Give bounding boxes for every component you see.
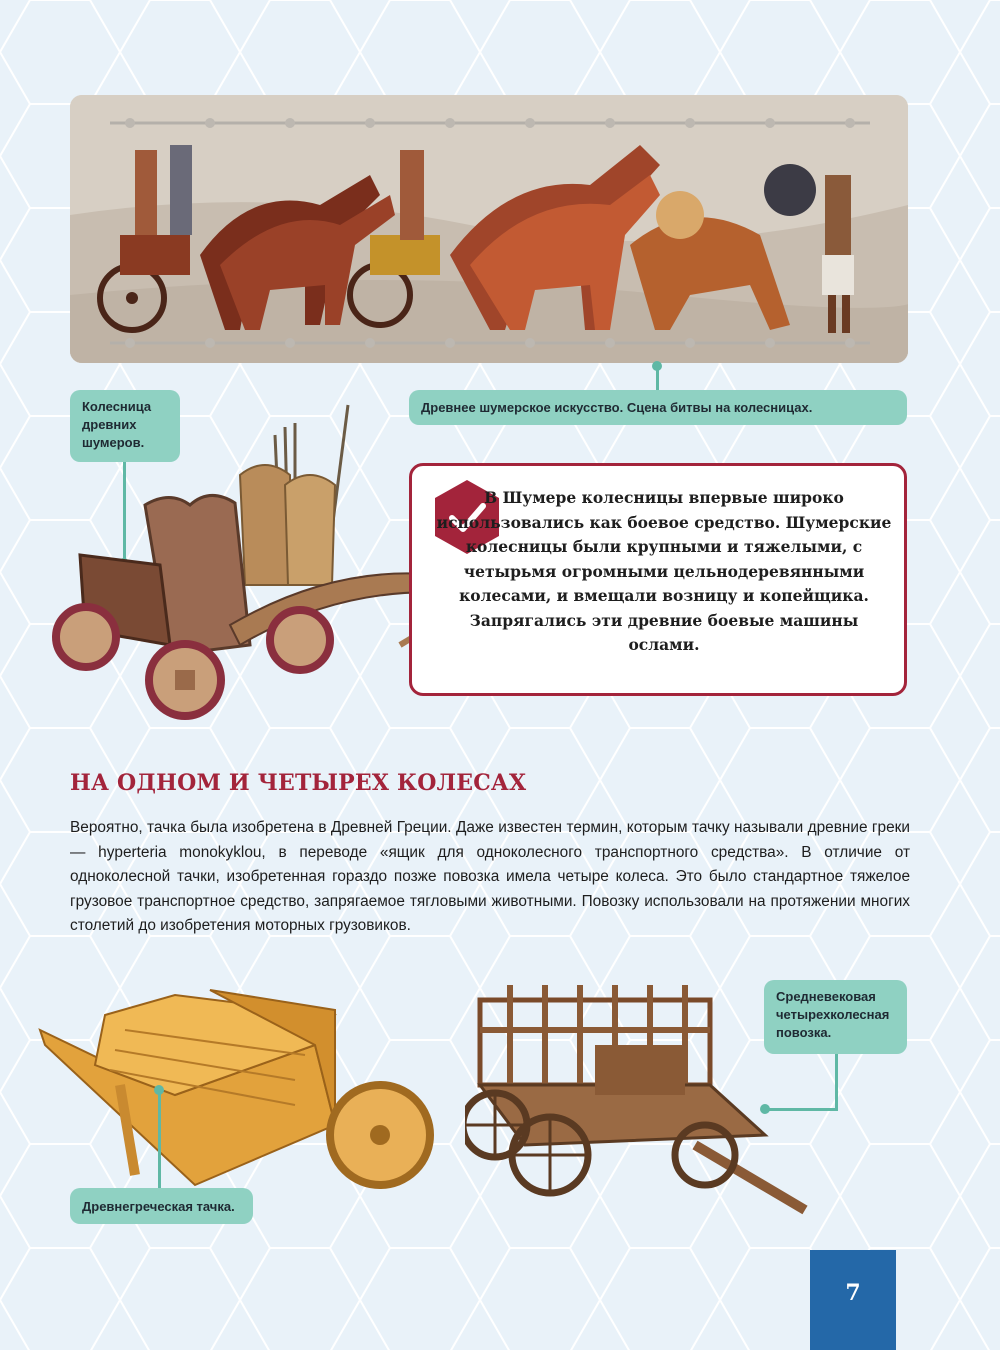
section-title: НА ОДНОМ И ЧЕТЫРЕХ КОЛЕСАХ [70,770,527,796]
fact-box [409,463,907,696]
wagon-caption [764,980,907,1054]
wagon-connector-dot [760,1104,770,1114]
wheelbarrow-connector-line [158,1090,161,1190]
sumerian-battle-frieze-image [70,95,908,363]
chariot-caption-text: Колесница древних шумеров. [82,399,152,450]
wagon-connector-line-h [765,1108,838,1111]
page-number: 7 [845,1280,861,1306]
wheelbarrow-caption-text: Древнегреческая тачка. [82,1199,235,1214]
fact-box-text: В Шумере колесницы впервые широко использовались как боевое средство. Шумерские колесницы были крупными и тяжелыми, с четырьмя огромными цельнодеревянными колесами, и вмещали возницу и копейщика. Запрягались эти древние боевые машины ослами. [436,488,892,654]
greek-wheelbarrow-image [35,985,445,1205]
wagon-connector-line-v [835,1054,838,1110]
wheelbarrow-connector-dot [154,1085,164,1095]
page-number-tab [810,1250,896,1350]
wagon-caption-text: Средневековая четырехколесная повозка. [776,989,890,1040]
frieze-connector-dot [652,361,662,371]
section-paragraph: Вероятно, тачка была изобретена в Древней Греции. Даже известен термин, которым тачку называли древние греки — hyperteria monokyklou, в переводе «ящик для одноколесного транспортного средства». В отличие от одноколесной тачки, изобретенная гораздо позже повозка имела четыре колеса. Это было стандартное тяжелое грузовое транспортное средство, запрягаемое тягловыми животными. Повозку использовали на протяжении многих столетий до изобретения моторных грузовиков. [70,819,910,934]
frieze-caption-text: Древнее шумерское искусство. Сцена битвы на колесницах. [421,400,813,415]
wheelbarrow-caption [70,1188,253,1224]
